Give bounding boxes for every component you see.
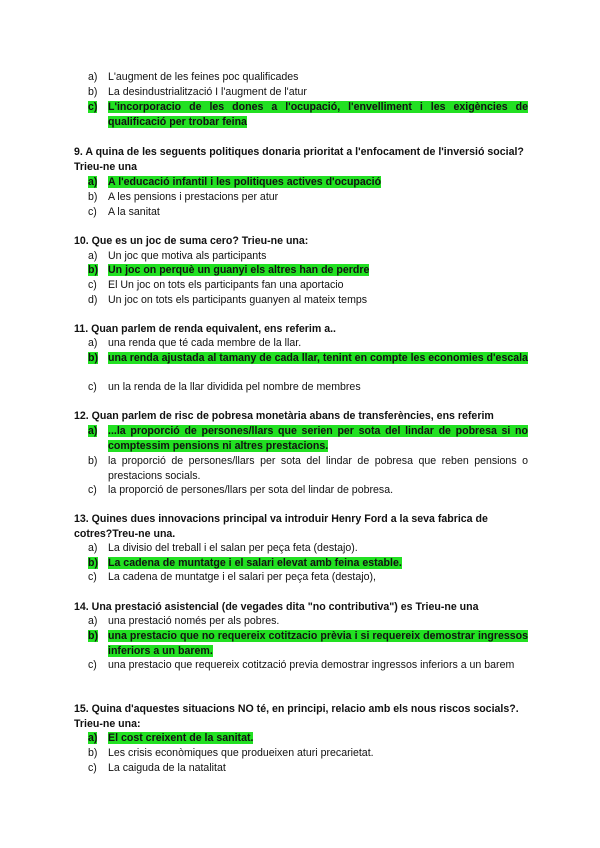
option-text: ...la proporció de persones/llars que serien per sota del lindar de pobresa si no comptessim pensions ni altres prestacions. — [108, 425, 528, 452]
option-letter: b) — [88, 264, 98, 276]
q8-option-b — [88, 85, 528, 100]
q13-option-b-correct — [88, 556, 528, 571]
option-text: A les pensions i prestacions per atur — [108, 191, 279, 203]
option-letter: b) — [88, 86, 98, 98]
option-text: La cadena de muntatge i el salari per peça feta (destajo), — [108, 571, 376, 583]
option-letter: b) — [88, 557, 98, 569]
option-text: A l'educació infantil i les politiques actives d'ocupació — [108, 176, 382, 188]
question-14-title: 14. Una prestació asistencial (de vegades dita "no contributiva") es Trieu-ne una — [74, 601, 479, 613]
option-letter: b) — [88, 352, 98, 364]
option-letter: a) — [88, 425, 98, 437]
option-letter: b) — [88, 191, 98, 203]
q12-option-b — [88, 454, 528, 484]
option-text: El cost creixent de la sanitat. — [108, 732, 254, 744]
option-text: Un joc on tots els participants guanyen al mateix temps — [108, 294, 368, 306]
option-letter: a) — [88, 732, 98, 744]
q9-option-b — [88, 190, 528, 205]
option-letter: c) — [88, 101, 98, 113]
q12-option-a-correct — [88, 424, 528, 454]
option-text: una renda que té cada membre de la llar. — [108, 337, 302, 349]
question-11-title: 11. Quan parlem de renda equivalent, ens referim a.. — [74, 323, 337, 335]
q11-option-b-correct — [88, 351, 528, 366]
option-text: Un joc que motiva als participants — [108, 250, 267, 262]
option-text: la proporció de persones/llars per sota del lindar de pobresa que reben pensions o prestacions socials. — [108, 455, 528, 482]
option-text: una prestacio que no requereix cotitzacio prèvia i si requereix demostrar ingressos inferiors a un barem. — [108, 630, 528, 657]
q14-option-a — [88, 614, 528, 629]
option-letter: a) — [88, 71, 98, 83]
option-letter: c) — [88, 762, 97, 774]
option-text: una renda ajustada al tamany de cada llar, tenint en compte les economies d'escala — [108, 352, 528, 364]
option-text: Les crisis econòmiques que produeixen aturi precarietat. — [108, 747, 374, 759]
q10-option-d — [88, 293, 528, 308]
question-12-title: 12. Quan parlem de risc de pobresa monetària abans de transferències, ens referim — [74, 410, 494, 422]
option-letter: a) — [88, 176, 98, 188]
q15-option-b — [88, 746, 528, 761]
option-letter: c) — [88, 484, 97, 496]
option-letter: d) — [88, 294, 98, 306]
option-text: A la sanitat — [108, 206, 160, 218]
option-letter: a) — [88, 615, 98, 627]
q10-option-a — [88, 249, 528, 264]
q11-option-a — [88, 336, 528, 351]
q8-option-c-correct — [88, 100, 528, 130]
option-text: una prestació només per als pobres. — [108, 615, 280, 627]
option-letter: b) — [88, 630, 98, 642]
option-text: Un joc on perquè un guanyi els altres han de perdre — [108, 264, 370, 276]
question-13-title: 13. Quines dues innovacions principal va introduir Henry Ford a la seva fabrica de cotres?Treu-ne una. — [74, 513, 488, 540]
q10-option-c — [88, 278, 528, 293]
question-9-title: 9. A quina de les seguents politiques donaria prioritat a l'enfocament de l'inversió social? Trieu-ne una — [74, 146, 524, 173]
q9-option-c — [88, 205, 528, 220]
option-letter: b) — [88, 747, 98, 759]
option-letter: c) — [88, 381, 97, 393]
q9-option-a-correct — [88, 175, 528, 190]
q13-option-a — [88, 541, 528, 556]
option-text: El Un joc on tots els participants fan una aportacio — [108, 279, 344, 291]
question-15-title: 15. Quina d'aquestes situacions NO té, en principi, relacio amb els nous riscos socials?. Trieu-ne una: — [74, 703, 519, 730]
option-text: La caiguda de la natalitat — [108, 762, 226, 774]
option-text: La desindustrialització I l'augment de l'atur — [108, 86, 307, 98]
option-letter: a) — [88, 542, 98, 554]
option-letter: a) — [88, 337, 98, 349]
q14-option-b-correct — [88, 629, 528, 659]
q13-option-c — [88, 570, 528, 585]
q11-option-c — [88, 380, 528, 395]
q15-option-a-correct — [88, 731, 528, 746]
option-letter: b) — [88, 455, 98, 467]
q14-option-c — [88, 658, 528, 673]
option-letter: a) — [88, 250, 98, 262]
option-letter: c) — [88, 279, 97, 291]
option-letter: c) — [88, 571, 97, 583]
option-text: L'incorporacio de les dones a l'ocupació, l'envelliment i les exigències de qualificació per trobar feina — [108, 101, 528, 128]
option-letter: c) — [88, 659, 97, 671]
option-letter: c) — [88, 206, 97, 218]
option-text: una prestacio que requereix cotització previa demostrar ingressos inferiors a un barem — [108, 659, 515, 671]
option-text: un la renda de la llar dividida pel nombre de membres — [108, 381, 361, 393]
option-text: La cadena de muntatge i el salari elevat amb feina estable. — [108, 557, 402, 569]
q10-option-b-correct — [88, 263, 528, 278]
option-text: La divisio del treball i el salan per peça feta (destajo). — [108, 542, 358, 554]
q15-option-c — [88, 761, 528, 776]
q8-option-a — [88, 70, 528, 85]
option-text: la proporció de persones/llars per sota del lindar de pobresa. — [108, 484, 394, 496]
option-text: L'augment de les feines poc qualificades — [108, 71, 299, 83]
question-10-title: 10. Que es un joc de suma cero? Trieu-ne una: — [74, 235, 309, 247]
q12-option-c — [88, 483, 528, 498]
